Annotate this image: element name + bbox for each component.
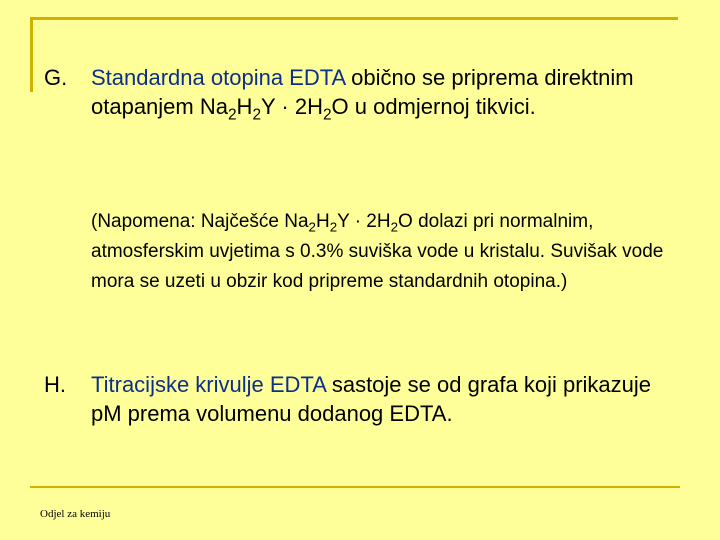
item-h-text: Titracijske krivulje EDTA sastoje se od grafa koji prikazuje pM prema volumenu dodanog EDTA. — [91, 372, 652, 426]
footer-label: Odjel za kemiju — [40, 508, 111, 520]
item-h — [44, 370, 684, 428]
item-g-highlight: Standardna otopina EDTA — [91, 65, 345, 90]
top-rule — [30, 17, 678, 20]
item-h-highlight: Titracijske krivulje EDTA — [91, 372, 326, 397]
item-h-marker: H. — [44, 372, 66, 397]
left-rule — [30, 17, 33, 92]
bottom-rule — [30, 486, 680, 488]
item-g-text: Standardna otopina EDTA obično se priprema direktnim otapanjem $Na_2H_2Y \cdot 2H_2O$ u odmjernoj tikvici. — [91, 65, 634, 124]
item-g — [44, 63, 684, 124]
item-g-marker: G. — [44, 65, 68, 90]
note-paragraph: (Napomena: Najčešće $Na_2H_2Y \cdot 2H_2O$ dolazi pri normalnim, atmosferskim uvjetima s 0.3% suviška vode u kristalu. Suvišak vode mora se uzeti u obzir kod pripreme standardnih otopina.) — [91, 211, 664, 292]
